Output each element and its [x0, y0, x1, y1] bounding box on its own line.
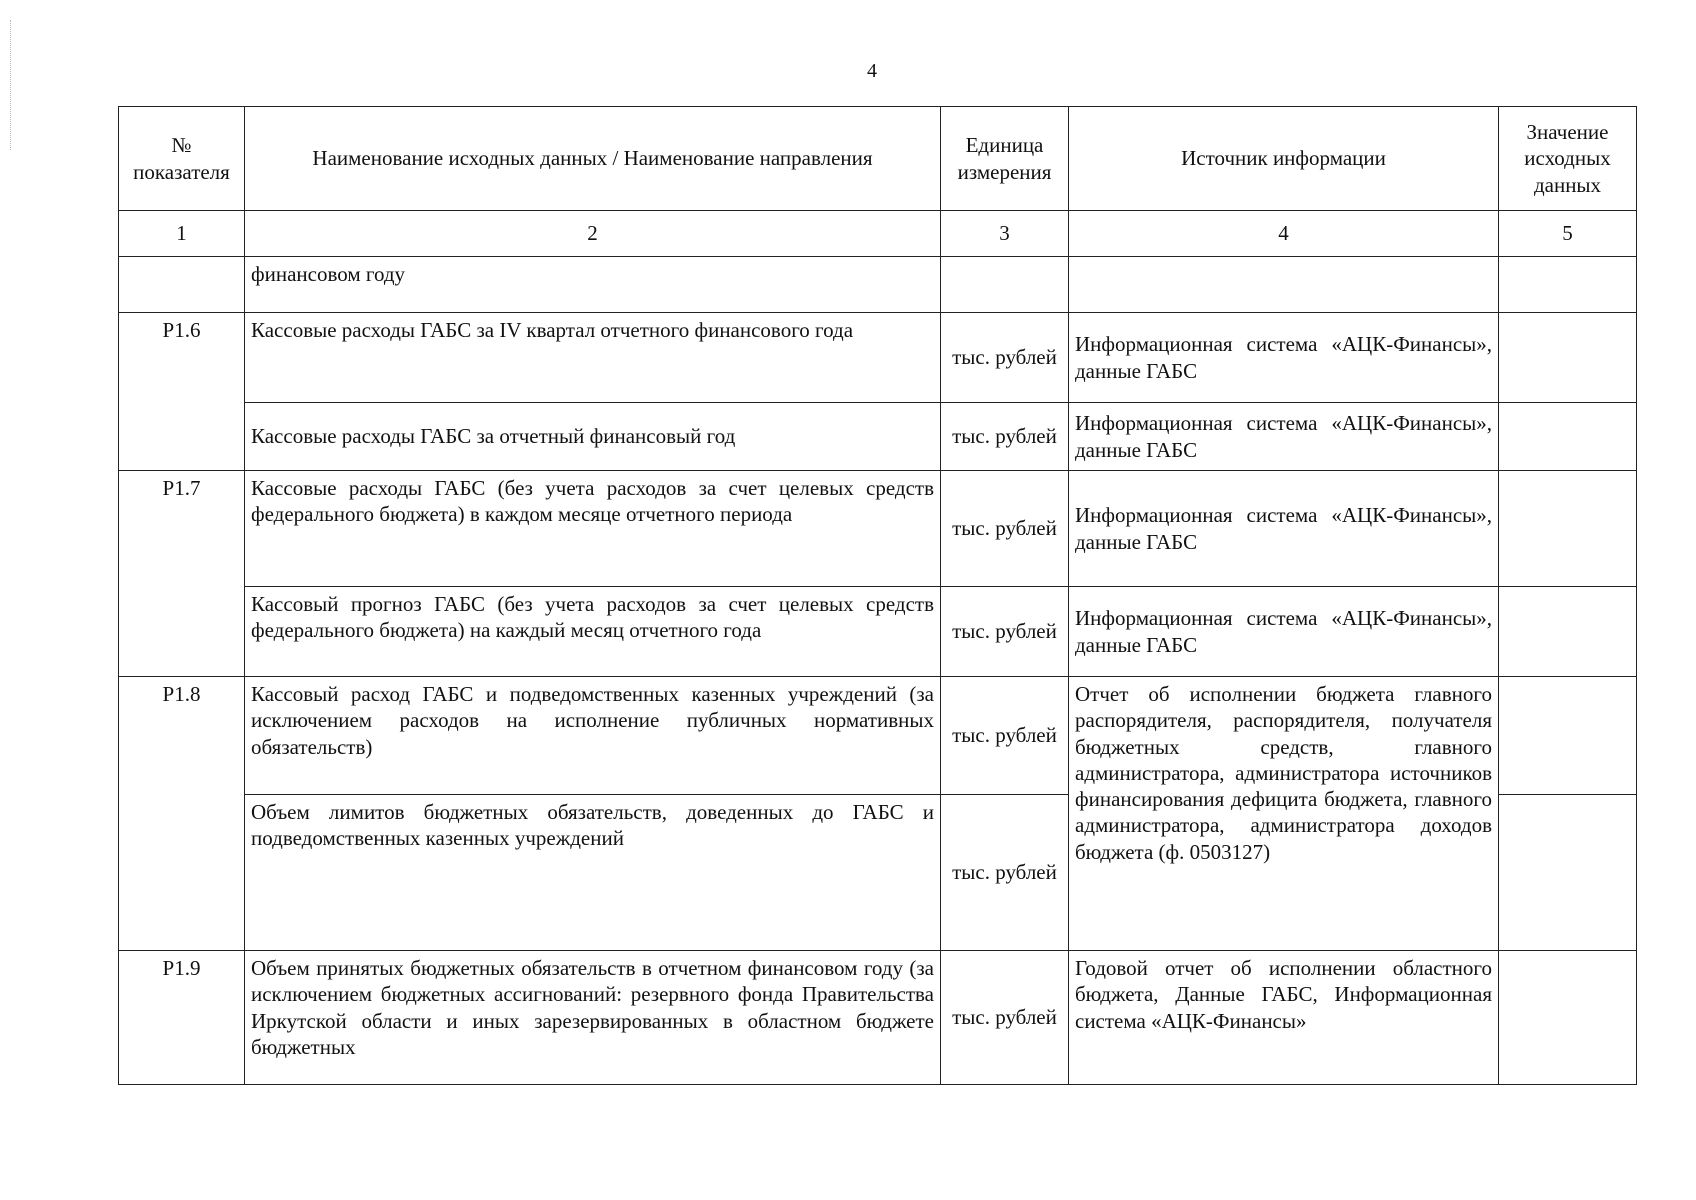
- unit: [941, 257, 1069, 313]
- column-number-1: 1: [119, 211, 245, 257]
- unit: тыс. рублей: [941, 587, 1069, 677]
- page-number: 4: [867, 60, 877, 82]
- value: [1499, 677, 1637, 795]
- data-name: финансовом году: [245, 257, 941, 313]
- row-number: Р1.6: [119, 313, 245, 471]
- value: [1499, 257, 1637, 313]
- data-name: Кассовые расходы ГАБС за IV квартал отчетного финансового года: [245, 313, 941, 403]
- scan-edge-mark: [10, 20, 19, 150]
- value: [1499, 471, 1637, 587]
- header-unit: Единица измерения: [941, 107, 1069, 211]
- table-row: [119, 677, 1637, 795]
- column-number-2: 2: [245, 211, 941, 257]
- header-data-name: Наименование исходных данных / Наименование направления: [245, 107, 941, 211]
- source: Отчет об исполнении бюджета главного распорядителя, распорядителя, получателя бюджетных средств, главного администратора, администратора источников финансирования дефицита бюджета, главного администратора, администратора доходов бюджета (ф. 0503127): [1069, 677, 1499, 951]
- unit: тыс. рублей: [941, 471, 1069, 587]
- table-row: [119, 257, 1637, 313]
- source: Годовой отчет об исполнении областного бюджета, Данные ГАБС, Информационная система «АЦК-Финансы»: [1069, 951, 1499, 1085]
- header-indicator-number: № показателя: [119, 107, 245, 211]
- source: Информационная система «АЦК-Финансы», данные ГАБС: [1069, 471, 1499, 587]
- data-name: Кассовый прогноз ГАБС (без учета расходов за счет целевых средств федерального бюджета) на каждый месяц отчетного года: [245, 587, 941, 677]
- source: Информационная система «АЦК-Финансы», данные ГАБС: [1069, 587, 1499, 677]
- unit: тыс. рублей: [941, 951, 1069, 1085]
- column-number-3: 3: [941, 211, 1069, 257]
- row-number: Р1.9: [119, 951, 245, 1085]
- column-number-5: 5: [1499, 211, 1637, 257]
- data-name: Объем лимитов бюджетных обязательств, доведенных до ГАБС и подведомственных казенных учреждений: [245, 795, 941, 951]
- data-name: Кассовый расход ГАБС и подведомственных казенных учреждений (за исключением расходов на исполнение публичных нормативных обязательств): [245, 677, 941, 795]
- unit: тыс. рублей: [941, 403, 1069, 471]
- unit: тыс. рублей: [941, 313, 1069, 403]
- unit: тыс. рублей: [941, 677, 1069, 795]
- table-row: [119, 951, 1637, 1085]
- indicator-table: [118, 106, 1637, 1085]
- value: [1499, 587, 1637, 677]
- value: [1499, 403, 1637, 471]
- header-row: [119, 107, 1637, 211]
- row-number: [119, 257, 245, 313]
- data-name: Кассовые расходы ГАБС за отчетный финансовый год: [245, 403, 941, 471]
- data-name: Кассовые расходы ГАБС (без учета расходов за счет целевых средств федерального бюджета) в каждом месяце отчетного периода: [245, 471, 941, 587]
- value: [1499, 313, 1637, 403]
- data-name: Объем принятых бюджетных обязательств в отчетном финансовом году (за исключением бюджетных ассигнований: резервного фонда Правительства Иркутской области и иных зарезервированных в областном бюджете бюджетных: [245, 951, 941, 1085]
- source: Информационная система «АЦК-Финансы», данные ГАБС: [1069, 313, 1499, 403]
- source: [1069, 257, 1499, 313]
- column-number-4: 4: [1069, 211, 1499, 257]
- table-row: [119, 587, 1637, 677]
- table-row: [119, 471, 1637, 587]
- table-row: [119, 403, 1637, 471]
- row-number: Р1.8: [119, 677, 245, 951]
- source: Информационная система «АЦК-Финансы», данные ГАБС: [1069, 403, 1499, 471]
- header-value: Значение исходных данных: [1499, 107, 1637, 211]
- value: [1499, 951, 1637, 1085]
- row-number: Р1.7: [119, 471, 245, 677]
- header-source: Источник информации: [1069, 107, 1499, 211]
- value: [1499, 795, 1637, 951]
- table-row: [119, 313, 1637, 403]
- unit: тыс. рублей: [941, 795, 1069, 951]
- column-number-row: [119, 211, 1637, 257]
